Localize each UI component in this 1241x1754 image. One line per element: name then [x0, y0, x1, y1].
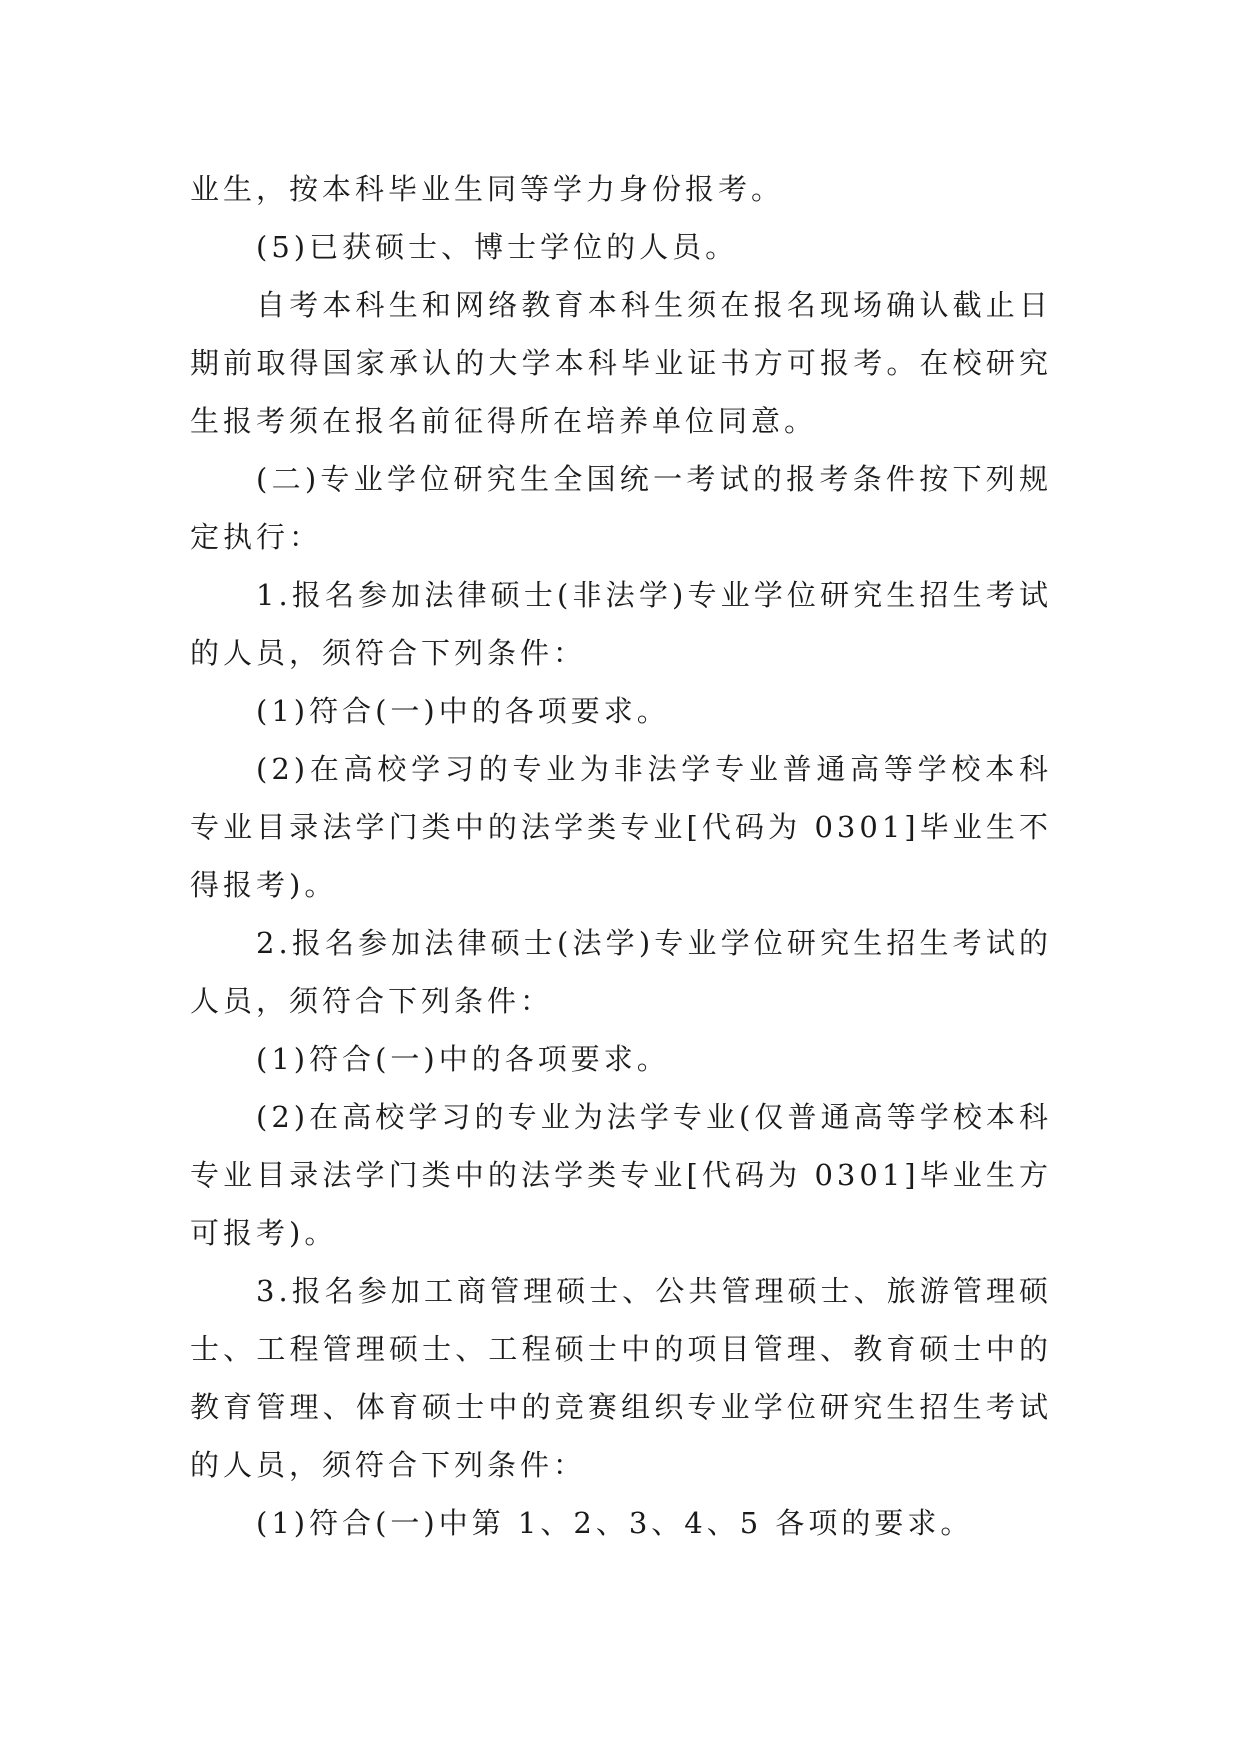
- paragraph-section-two-heading: (二)专业学位研究生全国统一考试的报考条件按下列规定执行：: [190, 462, 1052, 554]
- paragraph-law-nonlaw-item-1: (1)符合(一)中的各项要求。: [256, 694, 670, 728]
- paragraph-law-nonlaw-intro: 1.报名参加法律硕士(非法学)专业学位研究生招生考试的人员，须符合下列条件：: [190, 578, 1052, 670]
- paragraph-law-law-intro: 2.报名参加法律硕士(法学)专业学位研究生招生考试的人员，须符合下列条件：: [190, 926, 1052, 1018]
- paragraph-law-law-item-2: (2)在高校学习的专业为法学专业(仅普通高等学校本科专业目录法学门类中的法学类专业[代码为 0301]毕业生方可报考)。: [190, 1100, 1052, 1250]
- paragraph-continuation: 业生，按本科毕业生同等学力身份报考。: [190, 172, 785, 206]
- paragraph-item-5: (5)已获硕士、博士学位的人员。: [256, 230, 739, 264]
- paragraph-self-study-note: 自考本科生和网络教育本科生须在报名现场确认截止日期前取得国家承认的大学本科毕业证书方可报考。在校研究生报考须在报名前征得所在培养单位同意。: [190, 288, 1052, 438]
- body-text: [190, 160, 1052, 1552]
- paragraph-management-intro: 3.报名参加工商管理硕士、公共管理硕士、旅游管理硕士、工程管理硕士、工程硕士中的项目管理、教育硕士中的教育管理、体育硕士中的竞赛组织专业学位研究生招生考试的人员，须符合下列条件：: [190, 1274, 1052, 1482]
- paragraph-law-law-item-1: (1)符合(一)中的各项要求。: [256, 1042, 670, 1076]
- paragraph-management-item-1: (1)符合(一)中第 1、2、3、4、5 各项的要求。: [256, 1506, 974, 1540]
- paragraph-law-nonlaw-item-2: (2)在高校学习的专业为非法学专业普通高等学校本科专业目录法学门类中的法学类专业[代码为 0301]毕业生不得报考)。: [190, 752, 1052, 902]
